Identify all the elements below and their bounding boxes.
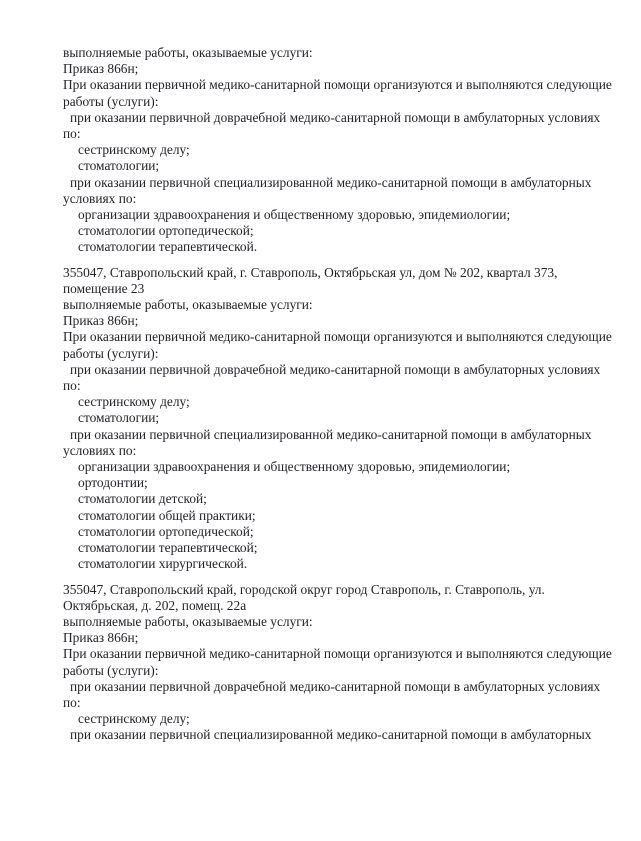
doc-line: сестринскому делу; bbox=[78, 394, 190, 410]
address-line: 355047, Ставропольский край, городской округ город Ставрополь, г. Ставрополь, ул. bbox=[63, 581, 545, 597]
document-section bbox=[63, 45, 612, 256]
doc-line: при оказании первичной специализированной медико-санитарной помощи в амбулаторных bbox=[70, 174, 592, 190]
doc-line: сестринскому делу; bbox=[78, 142, 190, 158]
doc-line: Приказ 866н; bbox=[63, 61, 139, 77]
doc-line: условиях по: bbox=[63, 442, 137, 458]
doc-line: при оказании первичной специализированной медико-санитарной помощи в амбулаторных bbox=[70, 727, 592, 743]
doc-line: работы (услуги): bbox=[63, 662, 159, 678]
doc-line: при оказании первичной доврачебной медико-санитарной помощи в амбулаторных условиях bbox=[70, 678, 601, 694]
doc-line: стоматологии общей практики; bbox=[78, 507, 256, 523]
address-line: 355047, Ставропольский край, г. Ставрополь, Октябрьская ул, дом № 202, квартал 373, bbox=[63, 264, 558, 280]
doc-line: стоматологии; bbox=[78, 410, 160, 426]
doc-line: по: bbox=[63, 378, 81, 394]
document-section bbox=[63, 264, 612, 573]
address-line: помещение 23 bbox=[63, 280, 145, 296]
doc-line: выполняемые работы, оказываемые услуги: bbox=[63, 297, 313, 313]
doc-line: стоматологии терапевтической; bbox=[78, 540, 258, 556]
doc-line: работы (услуги): bbox=[63, 93, 159, 109]
doc-line: стоматологии хирургической. bbox=[78, 556, 248, 572]
doc-line: организации здравоохранения и общественному здоровью, эпидемиологии; bbox=[78, 207, 511, 223]
doc-line: сестринскому делу; bbox=[78, 711, 190, 727]
doc-line: стоматологии детской; bbox=[78, 491, 207, 507]
doc-line: выполняемые работы, оказываемые услуги: bbox=[63, 45, 313, 60]
document-section bbox=[63, 581, 612, 744]
doc-line: при оказании первичной специализированной медико-санитарной помощи в амбулаторных bbox=[70, 426, 592, 442]
doc-line: при оказании первичной доврачебной медико-санитарной помощи в амбулаторных условиях bbox=[70, 109, 601, 125]
doc-line: по: bbox=[63, 126, 81, 142]
doc-line: условиях по: bbox=[63, 190, 137, 206]
document-body bbox=[63, 45, 612, 744]
doc-line: стоматологии ортопедической; bbox=[78, 223, 254, 239]
doc-line: При оказании первичной медико-санитарной помощи организуются и выполняются следующие bbox=[63, 77, 612, 93]
doc-line: ортодонтии; bbox=[78, 475, 148, 491]
doc-line: При оказании первичной медико-санитарной помощи организуются и выполняются следующие bbox=[63, 646, 612, 662]
doc-line: При оказании первичной медико-санитарной помощи организуются и выполняются следующие bbox=[63, 329, 612, 345]
doc-line: выполняемые работы, оказываемые услуги: bbox=[63, 613, 313, 629]
address-line: Октябрьская, д. 202, помещ. 22а bbox=[63, 597, 247, 613]
doc-line: при оказании первичной доврачебной медико-санитарной помощи в амбулаторных условиях bbox=[70, 361, 601, 377]
doc-line: Приказ 866н; bbox=[63, 313, 139, 329]
doc-line: работы (услуги): bbox=[63, 345, 159, 361]
doc-line: Приказ 866н; bbox=[63, 630, 139, 646]
doc-line: стоматологии ортопедической; bbox=[78, 523, 254, 539]
doc-line: стоматологии; bbox=[78, 158, 160, 174]
doc-line: стоматологии терапевтической. bbox=[78, 239, 258, 255]
doc-line: организации здравоохранения и общественному здоровью, эпидемиологии; bbox=[78, 459, 511, 475]
doc-line: по: bbox=[63, 694, 81, 710]
